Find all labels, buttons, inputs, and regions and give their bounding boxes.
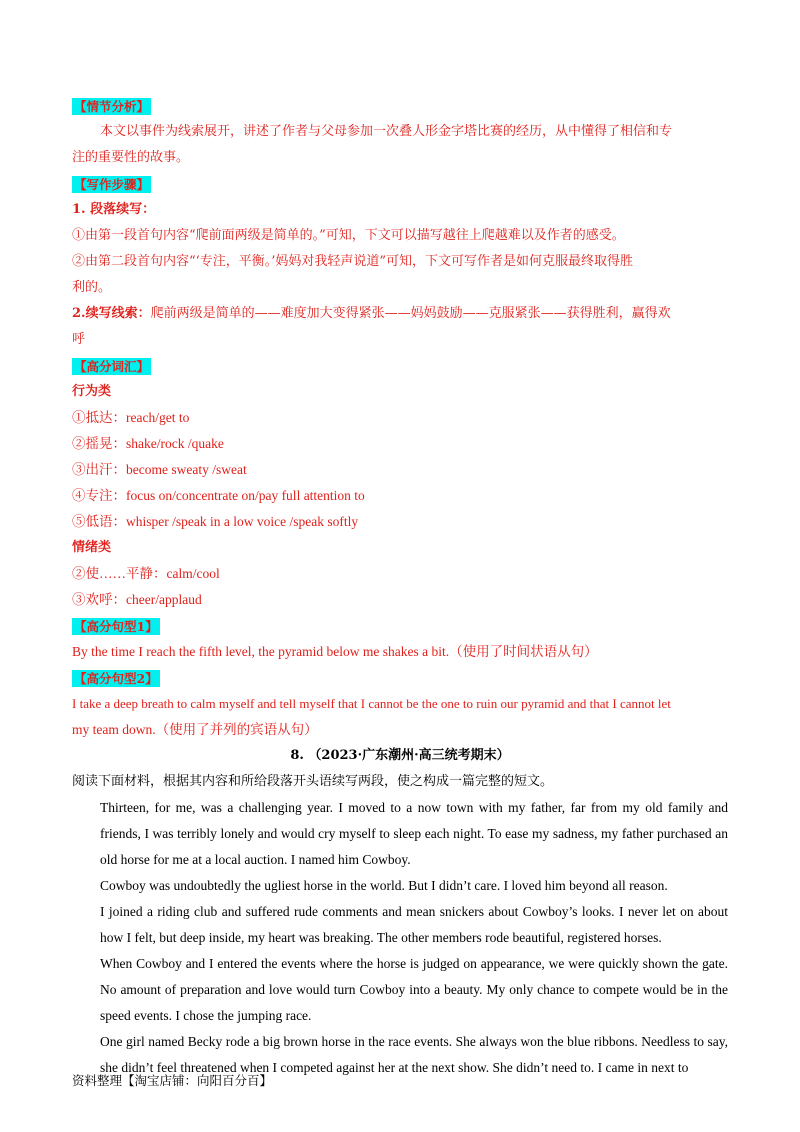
sentence1-text: By the time I reach the fifth level, the pyramid below me shakes a bit.（使用了时间状语从句） [72,644,598,659]
steps-clue-line-1 [72,301,728,327]
passage-paragraph: I joined a riding club and suffered rude comments and mean snickers about Cowboy’s looks. I never let on about how I felt, but deep inside, my heart was breaking. The other members rode beautiful, registered horses. [100,904,728,945]
vocab-item: ①抵达：reach/get to [72,410,190,425]
sentence1-tag-row [72,613,728,639]
steps-heading-2: 2.续写线索： [72,306,151,321]
vocab-item: ②摇晃：shake/rock /quake [72,436,224,451]
steps-clue-line-2: 呼 [72,332,86,347]
steps-point-2-line-1: ②由第二段首句内容“‘专注，平衡。’妈妈对我轻声说道”可知，下文可写作者是如何克服最终取得胜 [72,254,634,269]
analysis-tag-row [72,93,728,119]
page-content [72,93,728,1081]
vocab-item: ③出汗：become sweaty /sweat [72,462,247,477]
vocab-item: ②使……平静：calm/cool [72,566,220,581]
vocab-category-emotions: 情绪类 [72,540,112,555]
sentence2-text-line-1: I take a deep breath to calm myself and tell myself that I cannot be the one to ruin our pyramid and that I cannot let [72,696,671,711]
page-footer: 资料整理【淘宝店铺：向阳百分百】 [72,1073,273,1088]
analysis-text-line-1: 本文以事件为线索展开，讲述了作者与父母参加一次叠人形金字塔比赛的经历，从中懂得了相信和专 [100,124,673,139]
vocab-tag: 【高分词汇】 [74,358,150,374]
question-instruction: 阅读下面材料，根据其内容和所给段落开头语续写两段，使之构成一篇完整的短文。 [72,774,554,789]
vocab-item: ⑤低语：whisper /speak in a low voice /speak softly [72,514,359,529]
steps-point-2-line-2: 利的。 [72,280,112,295]
steps-point-1: ①由第一段首句内容“爬前面两级是简单的。”可知，下文可以描写越往上爬越难以及作者的感受。 [72,228,625,243]
steps-clue-text: 爬前两级是简单的——难度加大变得紧张——妈妈鼓励——克服紧张——获得胜利，赢得欢 [150,306,671,321]
sentence2-text-line-2: my team down.（使用了并列的宾语从句） [72,722,318,737]
question-title: 8. （2023·广东潮州·高三统考期末） [290,748,510,763]
vocab-item: ④专注：focus on/concentrate on/pay full attention to [72,488,365,503]
passage-paragraph: Cowboy was undoubtedly the ugliest horse in the world. But I didn’t care. I loved him beyond all reason. [100,878,668,893]
sentence2-tag-row [72,665,728,691]
passage-paragraph: When Cowboy and I entered the events where the horse is judged on appearance, we were quickly shown the gate. No amount of preparation and love would turn Cowboy into a beauty. My only chance to compete would be in the speed events. I chose the jumping race. [100,956,728,1023]
sentence1-tag: 【高分句型1】 [74,618,158,634]
steps-tag-row [72,171,728,197]
passage-paragraph: One girl named Becky rode a big brown horse in the race events. She always won the blue ribbons. Needless to say, she didn’t feel threatened when I competed against her at the next show. She didn’t need to. I came in next to [100,1034,728,1075]
analysis-text-line-2: 注的重要性的故事。 [72,150,190,165]
steps-heading-1: 1. 段落续写： [72,202,156,217]
steps-tag: 【写作步骤】 [74,176,150,192]
passage-paragraph: Thirteen, for me, was a challenging year. I moved to a now town with my father, far from my old family and friends, I was terribly lonely and would cry myself to sleep each night. To ease my sadness, my father purchased an old horse for me at a local auction. I named him Cowboy. [100,800,728,867]
sentence2-tag: 【高分句型2】 [74,670,158,686]
vocab-category-actions: 行为类 [72,384,112,399]
vocab-tag-row [72,353,728,379]
analysis-tag: 【情节分析】 [74,98,150,114]
vocab-item: ③欢呼：cheer/applaud [72,592,202,607]
